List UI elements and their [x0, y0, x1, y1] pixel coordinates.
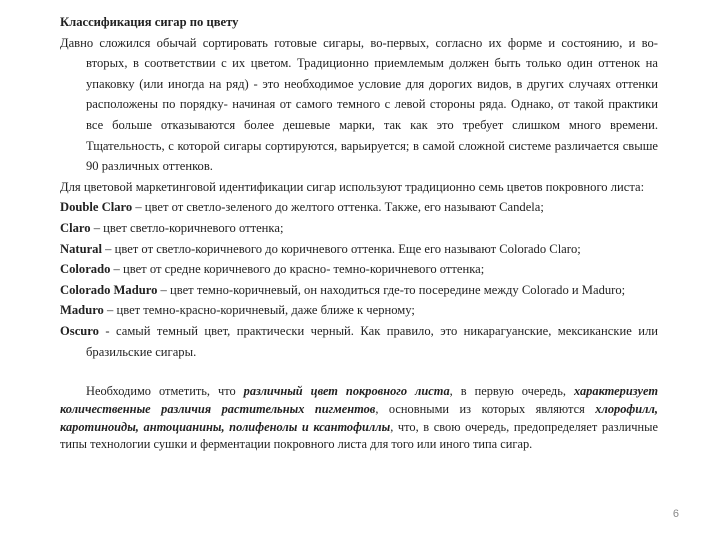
color-desc: – цвет от средне коричневого до красно- темно-коричневого оттенка;: [110, 262, 485, 277]
spacer: [60, 362, 658, 383]
color-desc: – цвет светло-коричневого оттенка;: [90, 220, 284, 235]
color-desc: - самый темный цвет, практически черный. Как правило, это никарагуанские, мексиканские или бразильские сигары.: [86, 323, 658, 359]
color-item-double-claro: [60, 197, 658, 218]
lead-paragraph: Для цветовой маркетинговой идентификации сигар используют традиционно семь цветов покровного листа:: [60, 179, 645, 194]
note-text: , в первую очередь,: [449, 384, 574, 399]
color-term: Claro: [60, 220, 91, 235]
color-desc: – цвет от светло-коричневого до коричневого оттенка. Еще его называют Colorado Claro;: [101, 241, 581, 256]
color-term: Natural: [60, 241, 102, 256]
color-item-colorado-maduro: [60, 280, 658, 301]
note-text: Необходимо отметить, что: [86, 384, 244, 399]
note-emphasis: различный цвет покровного листа: [243, 384, 450, 399]
color-desc: – цвет от светло-зеленого до желтого оттенка. Также, его называют Candela;: [132, 200, 544, 215]
color-term: Double Claro: [60, 200, 133, 215]
color-term: Colorado: [60, 262, 111, 277]
color-item-natural: [60, 239, 658, 260]
color-term: Oscuro: [60, 323, 99, 338]
color-item-claro: [60, 218, 658, 239]
note-text: , что, в свою очередь, предопределяет различные типы технологии сушки и ферментации покровного листа для того или иного типа сигар.: [60, 419, 658, 452]
color-item-oscuro: [60, 321, 658, 362]
color-term: Colorado Maduro: [60, 282, 158, 297]
note-text: , основными из которых являются: [375, 401, 596, 416]
color-item-colorado: [60, 259, 658, 280]
color-term: Maduro: [60, 303, 104, 318]
note-paragraph: [60, 383, 658, 454]
color-desc: – цвет темно-красно-коричневый, даже ближе к черному;: [103, 303, 415, 318]
page-number: 6: [672, 508, 679, 520]
color-desc: – цвет темно-коричневый, он находиться где-то посередине между Colorado и Maduro;: [157, 282, 626, 297]
note-emphasis: характеризует количественные различия растительных пигментов: [60, 384, 658, 416]
intro-paragraph: Давно сложился обычай сортировать готовые сигары, во-первых, согласно их форме и состоянию, и во-вторых, в соответствии с их цветом. Традиционно приемлемым должен быть только один оттенок на упаковку (или иногда на ряд) - это необходимое условие для дорогих видов, в других случаях оттенки расположены по порядку- начиная от самого темного с левой стороны ряда. Однако, от такой практики все больше отказываются более дешевые марки, так как это требует слишком много времени. Тщательность, с которой сигары сортируются, варьируется; в самой сложной системе различается свыше 90 различных оттенков.: [60, 35, 658, 174]
color-item-maduro: [60, 300, 658, 321]
note-emphasis: хлорофилл, каротиноиды, антоцианины, полифенолы и ксантофиллы: [60, 401, 658, 434]
document-page: [60, 12, 658, 454]
document-title: Классификация сигар по цвету: [60, 15, 239, 29]
